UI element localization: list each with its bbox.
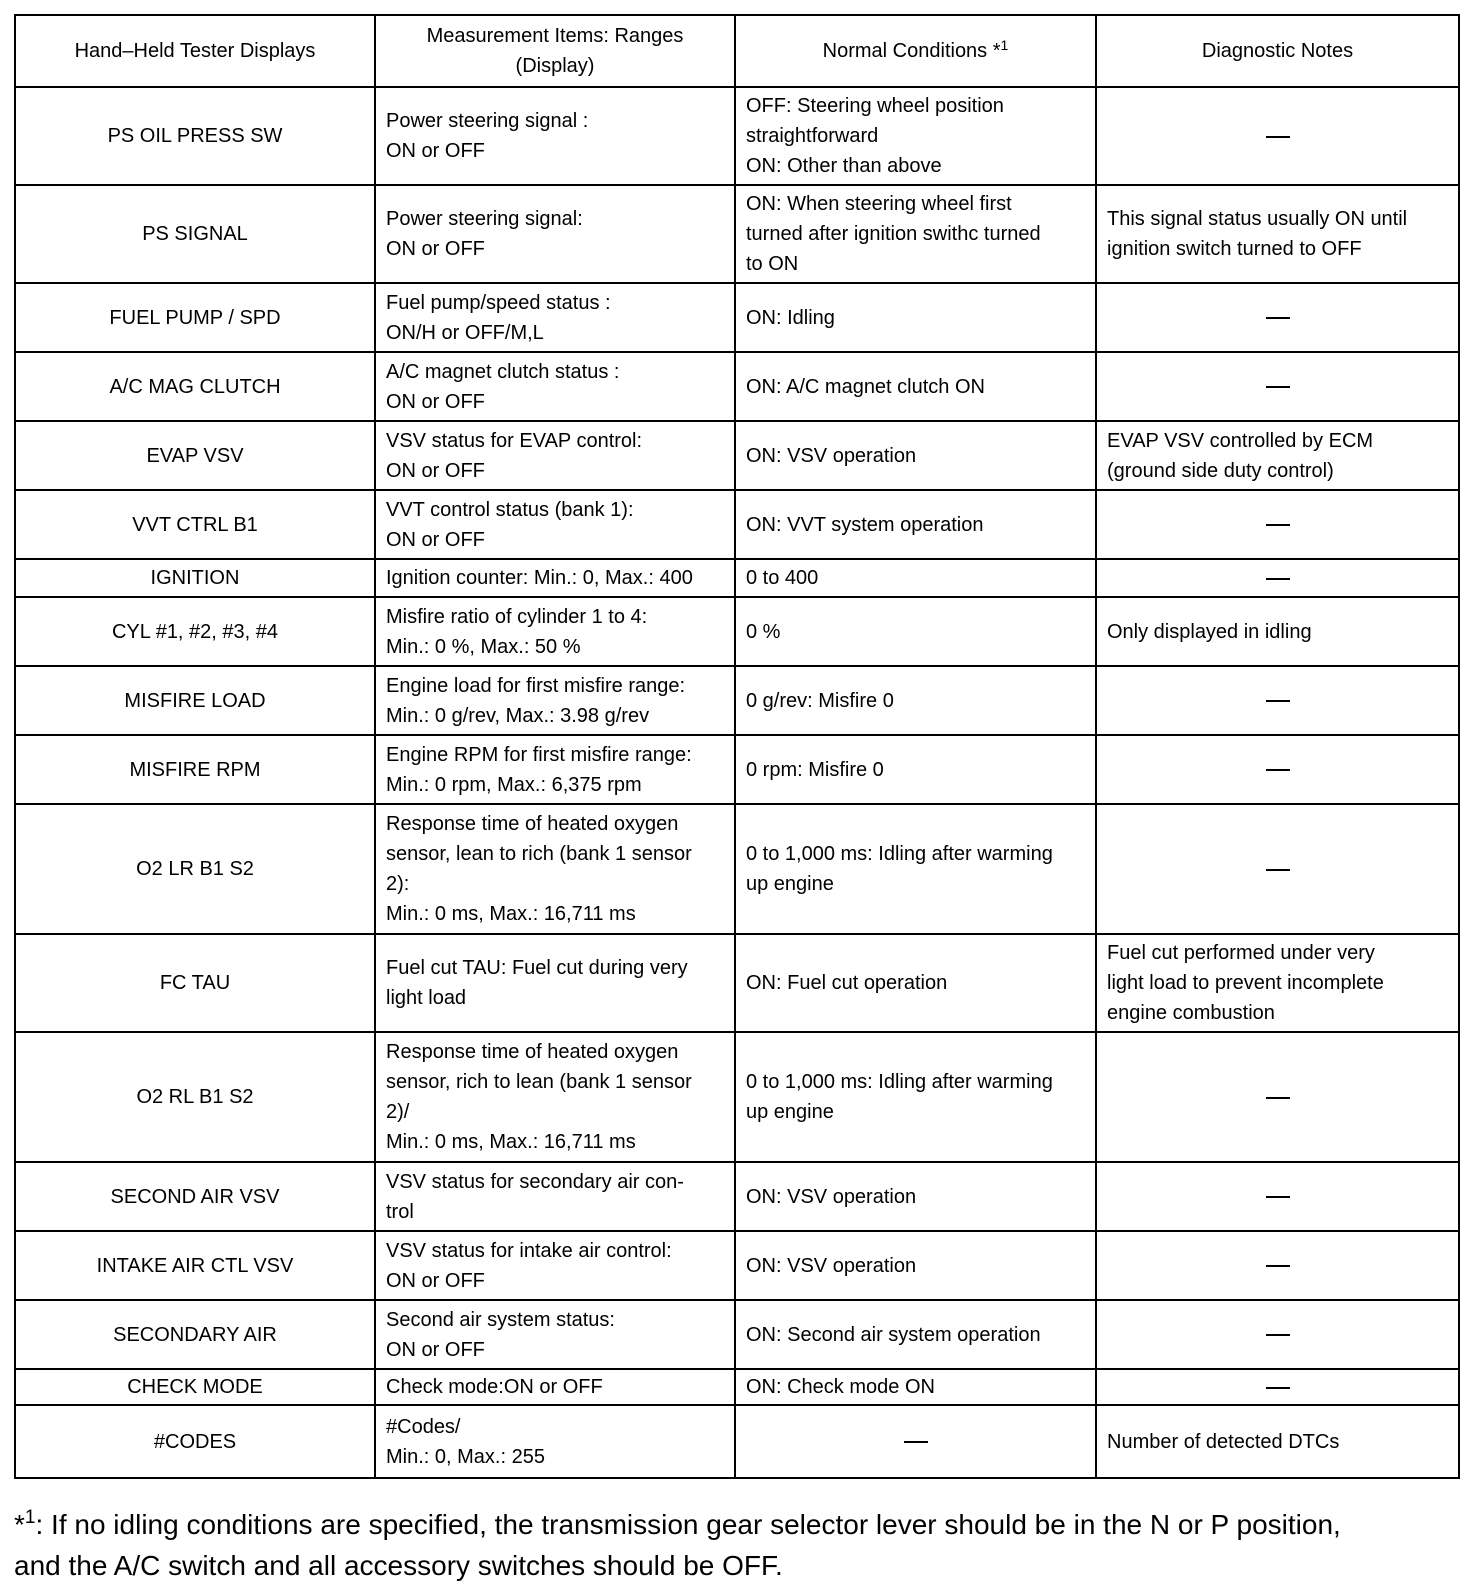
cell-measurement-item (375, 1162, 735, 1231)
cell-measurement-item-line: trol (386, 1200, 414, 1223)
cell-measurement-item-line: #Codes/ (386, 1415, 461, 1438)
cell-measurement-item (375, 666, 735, 735)
table-row (15, 934, 1459, 1032)
cell-normal-condition-line: ON: When steering wheel first (746, 193, 1012, 215)
cell-normal-condition-line: up engine (746, 1101, 834, 1123)
header-diagnostic-notes: Diagnostic Notes (1096, 15, 1459, 87)
em-dash-mark (1266, 769, 1290, 771)
table-row (15, 1300, 1459, 1369)
cell-measurement-item-line: ON or OFF (386, 528, 485, 551)
cell-measurement-item (375, 804, 735, 934)
data-list-table-container (14, 14, 1458, 1479)
cell-normal-condition-line: 0 to 400 (746, 567, 819, 589)
cell-measurement-item (375, 597, 735, 666)
cell-tester-display: O2 LR B1 S2 (15, 804, 375, 934)
cell-measurement-item-line: 2): (386, 873, 410, 895)
cell-normal-condition (735, 597, 1096, 666)
em-dash-mark (1266, 1265, 1290, 1267)
cell-measurement-item-line: light load (386, 987, 467, 1009)
cell-measurement-item-line: ON or OFF (386, 140, 485, 162)
em-dash-mark (1266, 1387, 1290, 1389)
cell-diagnostic-note (1096, 559, 1459, 597)
cell-tester-display: SECOND AIR VSV (15, 1162, 375, 1231)
cell-diagnostic-note (1096, 283, 1459, 352)
table-row (15, 1032, 1459, 1162)
cell-measurement-item-line: 2)/ (386, 1101, 410, 1123)
em-dash-mark (1266, 869, 1290, 871)
cell-measurement-item-line: Misfire ratio of cylinder 1 to 4: (386, 605, 648, 628)
cell-measurement-item-line: Min.: 0 ms, Max.: 16,711 ms (386, 1131, 636, 1153)
cell-measurement-item-line: VSV status for EVAP control: (386, 429, 643, 452)
cell-tester-display: MISFIRE LOAD (15, 666, 375, 735)
cell-normal-condition-line: 0 to 1,000 ms: Idling after warming (746, 1071, 1053, 1093)
cell-normal-condition (735, 490, 1096, 559)
table-body (15, 87, 1459, 1478)
cell-measurement-item (375, 421, 735, 490)
table-row (15, 1231, 1459, 1300)
cell-measurement-item-line: Fuel cut TAU: Fuel cut during very (386, 957, 688, 979)
cell-measurement-item-line: Power steering signal: (386, 208, 583, 230)
table-row (15, 1369, 1459, 1405)
em-dash-mark (1266, 700, 1290, 702)
cell-tester-display: FUEL PUMP / SPD (15, 283, 375, 352)
cell-normal-condition-line: 0 g/rev: Misfire 0 (746, 689, 894, 712)
cell-measurement-item (375, 1231, 735, 1300)
header-normal-label: Normal Conditions * (822, 40, 1001, 62)
header-measurement-items (375, 15, 735, 87)
cell-normal-condition (735, 1369, 1096, 1405)
cell-diagnostic-note (1096, 597, 1459, 666)
table-header-row (15, 15, 1459, 87)
cell-normal-condition-line: 0 rpm: Misfire 0 (746, 758, 884, 781)
cell-normal-condition-line: 0 % (746, 620, 781, 643)
header-measurement-line2: (Display) (515, 55, 595, 77)
cell-measurement-item-line: Min.: 0, Max.: 255 (386, 1445, 545, 1468)
cell-normal-condition-line: ON: VSV operation (746, 1185, 917, 1208)
cell-diagnostic-note (1096, 666, 1459, 735)
cell-tester-display: PS OIL PRESS SW (15, 87, 375, 185)
cell-normal-condition-line: turned after ignition swithc turned (746, 223, 1041, 245)
cell-tester-display: EVAP VSV (15, 421, 375, 490)
cell-measurement-item-line: ON or OFF (386, 238, 485, 260)
cell-diagnostic-note (1096, 1162, 1459, 1231)
cell-tester-display: SECONDARY AIR (15, 1300, 375, 1369)
cell-diagnostic-note-line: light load to prevent incomplete (1107, 972, 1384, 994)
cell-measurement-item (375, 735, 735, 804)
em-dash-mark (1266, 1097, 1290, 1099)
cell-diagnostic-note (1096, 934, 1459, 1032)
cell-tester-display: O2 RL B1 S2 (15, 1032, 375, 1162)
cell-tester-display: CYL #1, #2, #3, #4 (15, 597, 375, 666)
table-row (15, 804, 1459, 934)
header-measurement-line1: Measurement Items: Ranges (426, 25, 684, 47)
cell-normal-condition (735, 283, 1096, 352)
cell-normal-condition (735, 1162, 1096, 1231)
em-dash-mark (1266, 317, 1290, 319)
cell-measurement-item-line: ON/H or OFF/M,L (386, 321, 544, 344)
cell-diagnostic-note (1096, 1369, 1459, 1405)
header-tester-display: Hand–Held Tester Displays (15, 15, 375, 87)
cell-normal-condition-line: ON: VSV operation (746, 1254, 917, 1277)
cell-measurement-item (375, 934, 735, 1032)
cell-measurement-item-line: Power steering signal : (386, 110, 589, 132)
table-row (15, 559, 1459, 597)
table-row (15, 490, 1459, 559)
cell-diagnostic-note (1096, 1231, 1459, 1300)
cell-normal-condition-line: OFF: Steering wheel position (746, 95, 1004, 117)
cell-normal-condition-line: 0 to 1,000 ms: Idling after warming (746, 843, 1053, 865)
cell-normal-condition-line: ON: VSV operation (746, 444, 917, 467)
cell-diagnostic-note-line: engine combustion (1107, 1002, 1275, 1024)
cell-measurement-item-line: ON or OFF (386, 459, 485, 482)
cell-measurement-item-line: Min.: 0 ms, Max.: 16,711 ms (386, 903, 636, 925)
cell-tester-display: VVT CTRL B1 (15, 490, 375, 559)
em-dash-mark (904, 1441, 928, 1443)
em-dash-mark (1266, 1196, 1290, 1198)
footnote-sup: 1 (24, 1507, 36, 1528)
table-row (15, 352, 1459, 421)
em-dash-mark (1266, 1334, 1290, 1336)
cell-measurement-item-line: VVT control status (bank 1): (386, 498, 634, 521)
cell-normal-condition (735, 87, 1096, 185)
cell-measurement-item-line: Engine load for first misfire range: (386, 674, 686, 697)
cell-measurement-item-line: Check mode:ON or OFF (386, 1376, 603, 1398)
table-row (15, 666, 1459, 735)
cell-diagnostic-note-line: This signal status usually ON until (1107, 208, 1408, 230)
cell-normal-condition-line: ON: Check mode ON (746, 1376, 935, 1398)
cell-diagnostic-note (1096, 1032, 1459, 1162)
cell-measurement-item-line: sensor, lean to rich (bank 1 sensor (386, 843, 692, 865)
footnote-line1 (14, 1504, 1464, 1545)
cell-tester-display: #CODES (15, 1405, 375, 1478)
cell-diagnostic-note (1096, 735, 1459, 804)
header-normal-footnote-marker: 1 (1000, 37, 1009, 53)
cell-measurement-item-line: ON or OFF (386, 1338, 485, 1361)
cell-tester-display: CHECK MODE (15, 1369, 375, 1405)
cell-tester-display: A/C MAG CLUTCH (15, 352, 375, 421)
data-list-table (14, 14, 1460, 1479)
cell-measurement-item (375, 185, 735, 283)
cell-measurement-item-line: Min.: 0 g/rev, Max.: 3.98 g/rev (386, 704, 650, 727)
cell-measurement-item (375, 1032, 735, 1162)
cell-diagnostic-note (1096, 87, 1459, 185)
table-row (15, 597, 1459, 666)
cell-normal-condition (735, 934, 1096, 1032)
em-dash-mark (1266, 136, 1290, 138)
cell-measurement-item-line: Response time of heated oxygen (386, 813, 679, 835)
cell-diagnostic-note-line: (ground side duty control) (1107, 459, 1334, 482)
table-row (15, 421, 1459, 490)
cell-normal-condition-line: straightforward (746, 125, 879, 147)
cell-tester-display: MISFIRE RPM (15, 735, 375, 804)
cell-diagnostic-note (1096, 421, 1459, 490)
cell-normal-condition (735, 1300, 1096, 1369)
table-row (15, 185, 1459, 283)
table-row (15, 1405, 1459, 1478)
cell-measurement-item-line: Min.: 0 rpm, Max.: 6,375 rpm (386, 773, 642, 796)
cell-normal-condition-line: ON: Other than above (746, 155, 942, 177)
footnote-text-line1: : If no idling conditions are specified, the transmission gear selector lever should be in the N or P position, (35, 1509, 1341, 1540)
cell-normal-condition (735, 352, 1096, 421)
cell-measurement-item-line: ON or OFF (386, 1269, 485, 1292)
cell-tester-display: IGNITION (15, 559, 375, 597)
table-row (15, 87, 1459, 185)
cell-diagnostic-note (1096, 185, 1459, 283)
cell-measurement-item (375, 352, 735, 421)
footnote-marker: * (14, 1509, 25, 1540)
cell-diagnostic-note (1096, 1405, 1459, 1478)
footnote (14, 1504, 1464, 1586)
cell-tester-display: FC TAU (15, 934, 375, 1032)
cell-diagnostic-note-line: Fuel cut performed under very (1107, 942, 1375, 964)
cell-measurement-item-line: Engine RPM for first misfire range: (386, 743, 692, 766)
cell-measurement-item-line: Min.: 0 %, Max.: 50 % (386, 635, 581, 658)
cell-measurement-item (375, 283, 735, 352)
cell-normal-condition (735, 1231, 1096, 1300)
cell-normal-condition (735, 735, 1096, 804)
cell-measurement-item (375, 1300, 735, 1369)
cell-measurement-item-line: Second air system status: (386, 1308, 615, 1331)
cell-normal-condition-line: to ON (746, 253, 799, 275)
cell-measurement-item (375, 1369, 735, 1405)
table-row (15, 1162, 1459, 1231)
cell-diagnostic-note (1096, 1300, 1459, 1369)
table-row (15, 735, 1459, 804)
cell-measurement-item-line: VSV status for intake air control: (386, 1239, 672, 1262)
footnote-text-line2: and the A/C switch and all accessory switches should be OFF. (14, 1550, 783, 1581)
cell-measurement-item-line: sensor, rich to lean (bank 1 sensor (386, 1071, 692, 1093)
cell-diagnostic-note-line: Only displayed in idling (1107, 620, 1312, 643)
cell-normal-condition (735, 421, 1096, 490)
cell-diagnostic-note (1096, 352, 1459, 421)
cell-normal-condition-line: ON: Idling (746, 306, 835, 329)
em-dash-mark (1266, 578, 1290, 580)
cell-tester-display: INTAKE AIR CTL VSV (15, 1231, 375, 1300)
em-dash-mark (1266, 386, 1290, 388)
cell-normal-condition (735, 185, 1096, 283)
cell-diagnostic-note-line: EVAP VSV controlled by ECM (1107, 429, 1374, 452)
cell-normal-condition (735, 559, 1096, 597)
cell-measurement-item-line: Response time of heated oxygen (386, 1041, 679, 1063)
cell-measurement-item-line: Ignition counter: Min.: 0, Max.: 400 (386, 567, 693, 589)
cell-normal-condition (735, 666, 1096, 735)
cell-measurement-item-line: VSV status for secondary air con- (386, 1170, 684, 1193)
cell-measurement-item (375, 490, 735, 559)
cell-diagnostic-note-line: ignition switch turned to OFF (1107, 238, 1362, 260)
cell-diagnostic-note (1096, 490, 1459, 559)
cell-measurement-item (375, 559, 735, 597)
cell-diagnostic-note-line: Number of detected DTCs (1107, 1430, 1340, 1453)
cell-measurement-item-line: A/C magnet clutch status : (386, 360, 620, 383)
cell-measurement-item-line: Fuel pump/speed status : (386, 291, 611, 314)
cell-normal-condition-line: up engine (746, 873, 834, 895)
cell-normal-condition (735, 1405, 1096, 1478)
table-row (15, 283, 1459, 352)
header-normal-conditions (735, 15, 1096, 87)
cell-normal-condition-line: ON: A/C magnet clutch ON (746, 375, 985, 398)
cell-normal-condition (735, 804, 1096, 934)
cell-measurement-item (375, 1405, 735, 1478)
cell-diagnostic-note (1096, 804, 1459, 934)
cell-tester-display: PS SIGNAL (15, 185, 375, 283)
cell-measurement-item-line: ON or OFF (386, 390, 485, 413)
cell-normal-condition (735, 1032, 1096, 1162)
cell-normal-condition-line: ON: Second air system operation (746, 1323, 1041, 1346)
cell-measurement-item (375, 87, 735, 185)
cell-normal-condition-line: ON: Fuel cut operation (746, 972, 948, 994)
em-dash-mark (1266, 524, 1290, 526)
cell-normal-condition-line: ON: VVT system operation (746, 513, 984, 536)
